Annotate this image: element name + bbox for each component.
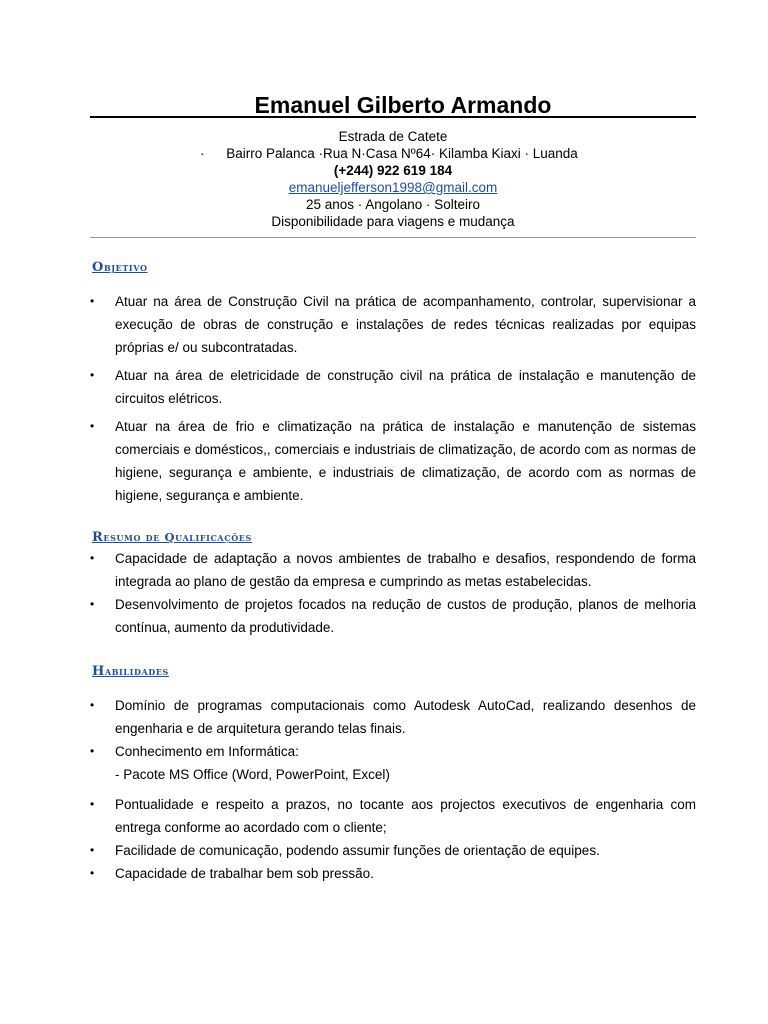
address-bullet: ·	[200, 146, 205, 161]
bullet-icon: •	[90, 419, 95, 433]
list-item	[90, 547, 696, 593]
bullet-icon: •	[90, 797, 95, 811]
address-line-1: Estrada de Catete	[338, 129, 448, 144]
list-item	[90, 415, 696, 507]
section-title-objetivo: Objetivo	[92, 260, 148, 275]
address-line-2: Bairro Palanca ·Rua N·Casa Nº64· Kilamba Kiaxi · Luanda	[226, 146, 578, 161]
bullet-icon: •	[90, 843, 95, 857]
address-line-2-row	[90, 145, 696, 162]
list-item	[90, 793, 696, 839]
list-item-text: Atuar na área de eletricidade de construção civil na prática de instalação e manutenção de circuitos elétricos.	[115, 368, 696, 406]
resumo-list	[90, 547, 696, 639]
list-item-text: Pontualidade e respeito a prazos, no tocante aos projectos executivos de engenharia com entrega conforme ao acordado com o cliente;	[115, 797, 696, 835]
list-item	[90, 593, 696, 639]
email-link[interactable]: emanueljefferson1998@gmail.com	[288, 180, 498, 195]
list-item-text: Atuar na área de frio e climatização na prática de instalação e manutenção de sistemas comerciais e domésticos,, comerciais e industriais de climatização, de acordo com as normas de higiene, segurança e ambiente, e industriais de climatização, de acordo com as normas de higiene, segurança e ambiente.	[115, 419, 696, 503]
list-item-text: Facilidade de comunicação, podendo assumir funções de orientação de equipes.	[115, 843, 600, 858]
name-underline	[90, 116, 696, 118]
bullet-icon: •	[90, 698, 95, 712]
bullet-icon: •	[90, 866, 95, 880]
list-item	[90, 290, 696, 359]
list-item-text: Domínio de programas computacionais como Autodesk AutoCad, realizando desenhos de engenharia e de arquitetura gerando telas finais.	[115, 698, 696, 736]
list-item-text: Capacidade de trabalhar bem sob pressão.	[115, 866, 374, 881]
section-title-habilidades: Habilidades	[92, 664, 169, 679]
list-item-subtext: - Pacote MS Office (Word, PowerPoint, Excel)	[115, 767, 390, 782]
habilidades-list	[90, 694, 696, 885]
list-item-text: Desenvolvimento de projetos focados na redução de custos de produção, planos de melhoria contínua, aumento da produtividade.	[115, 597, 696, 635]
list-item	[90, 862, 696, 885]
bullet-icon: •	[90, 597, 95, 611]
contact-block	[90, 128, 696, 230]
header-divider	[90, 237, 696, 238]
bullet-icon: •	[90, 368, 95, 382]
phone-number: (+244) 922 619 184	[333, 163, 453, 178]
bullet-icon: •	[90, 551, 95, 565]
availability-info: Disponibilidade para viagens e mudança	[271, 214, 515, 229]
list-item-text: Atuar na área de Construção Civil na prática de acompanhamento, controlar, supervisionar a execução de obras de construção e instalações de redes técnicas realizadas por equipas próprias e/ ou subcontratadas.	[115, 294, 696, 355]
list-item-text: Capacidade de adaptação a novos ambientes de trabalho e desafios, respondendo de forma integrada ao plano de gestão da empresa e cumprindo as metas estabelecidas.	[115, 551, 696, 589]
list-item	[90, 694, 696, 740]
personal-info: 25 anos · Angolano · Solteiro	[305, 197, 481, 212]
candidate-name: Emanuel Gilberto Armando	[254, 92, 552, 118]
list-item-text: Conhecimento em Informática:	[115, 744, 299, 759]
objetivo-list	[90, 290, 696, 507]
bullet-icon: •	[90, 744, 95, 758]
section-title-resumo: Resumo de Qualificações	[92, 530, 252, 545]
bullet-icon: •	[90, 294, 95, 308]
list-item	[90, 364, 696, 410]
list-item	[90, 740, 696, 786]
list-item	[90, 839, 696, 862]
